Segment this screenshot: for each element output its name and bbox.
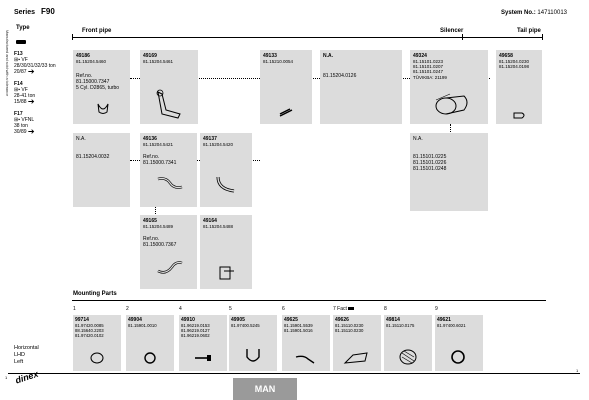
part-code: 49904 xyxy=(128,317,142,323)
variant-engine: VF xyxy=(21,86,28,93)
engine-icon: ⊞▪ xyxy=(14,116,20,123)
system-label: System No.: xyxy=(501,10,536,16)
part-number: 81.15204.5461 xyxy=(143,59,174,64)
part-number: 81.15204.5488 xyxy=(203,224,234,229)
bolt-icon xyxy=(193,353,213,363)
part-card[interactable] xyxy=(140,133,197,207)
part-number: 81.15204.0230 81.15204.0198 xyxy=(499,59,530,70)
part-number: 81.15204.0032 xyxy=(76,154,110,160)
variant-f13 xyxy=(14,52,72,76)
ref-number: 81.15000.7341 xyxy=(143,160,177,166)
part-code: 49164 xyxy=(203,218,217,224)
mounting-item[interactable] xyxy=(384,306,432,328)
page-number-right: 1 xyxy=(576,368,579,373)
ref-number: 81.15000.7347 xyxy=(76,79,110,85)
part-number: 81.15210.0054 xyxy=(263,59,294,64)
part-code: N.A. xyxy=(323,53,333,59)
variant-engine: VF xyxy=(21,56,28,63)
part-number: 81.15901.5539 81.15901.5016 xyxy=(284,323,313,333)
item-position: 6 xyxy=(282,306,285,312)
part-number: 81.15101.0225 xyxy=(413,154,447,160)
item-position: 9 xyxy=(435,306,438,312)
section-divider xyxy=(72,37,542,38)
silencer-icon xyxy=(432,90,472,120)
variant-code: F13 xyxy=(14,51,23,57)
variant-engine: VFNL xyxy=(21,116,35,123)
item-position-text: 7 Fact xyxy=(333,306,347,312)
variant-code: F17 xyxy=(14,111,23,117)
side-caption-text: Manufactured and sold with a tolerance xyxy=(5,30,9,97)
make-text: MAN xyxy=(254,384,276,394)
gasket-icon xyxy=(89,351,105,365)
part-code: 49165 xyxy=(143,218,157,224)
engine-icon: ⊞▪ xyxy=(14,56,20,63)
part-code: 49814 xyxy=(386,317,400,323)
part-number: 81.15901.0010 xyxy=(128,323,157,328)
bent-pipe-icon xyxy=(156,173,186,193)
part-card[interactable] xyxy=(410,50,488,124)
part-code: 49137 xyxy=(203,136,217,142)
variant-f17 xyxy=(14,112,72,136)
part-number: 81.15204.5421 xyxy=(143,142,174,147)
section-front-pipe: Front pipe xyxy=(82,28,112,34)
part-code: 49169 xyxy=(143,53,157,59)
dinex-logo: dinex xyxy=(14,368,40,386)
pipe-section-icon xyxy=(278,108,294,118)
part-card[interactable] xyxy=(410,133,488,211)
part-number: 81.15204.0126 xyxy=(323,73,357,79)
mounting-item[interactable] xyxy=(229,306,277,328)
variant-detail: 38 ton xyxy=(14,122,28,129)
variant-date: 30/89 xyxy=(14,129,27,136)
part-number: 81.15204.5489 xyxy=(143,224,174,229)
flex-joint-icon xyxy=(398,347,418,367)
bracket-icon xyxy=(343,349,371,367)
part-code: 49905 xyxy=(231,317,245,323)
series-label xyxy=(14,8,55,17)
part-card[interactable] xyxy=(140,215,197,289)
tick xyxy=(72,34,73,40)
part-card[interactable] xyxy=(200,215,252,289)
tick xyxy=(542,34,543,40)
arrow-right-icon: ➔ xyxy=(27,127,35,137)
part-number: 81.96219.0153 81.96219.0127 81.96219.0602 xyxy=(181,323,210,338)
mounting-parts-title: Mounting Parts xyxy=(73,291,117,297)
truck-icon xyxy=(348,307,354,310)
section-silencer: Silencer xyxy=(440,28,464,34)
part-number: 81.15110.0230 81.15110.0230 xyxy=(335,323,364,333)
part-card[interactable] xyxy=(260,50,312,124)
orientation-line: Left xyxy=(14,359,24,365)
item-position: 4 xyxy=(179,306,182,312)
ref-label: Ref.no. xyxy=(76,73,93,79)
bent-pipe-icon xyxy=(156,257,186,279)
series-label-text: Series xyxy=(14,9,36,16)
elbow-pipe-icon xyxy=(214,173,240,195)
mounting-item[interactable] xyxy=(282,306,330,333)
tick xyxy=(462,34,463,40)
part-number: 81.15101.0226 xyxy=(413,160,447,166)
part-code: 49136 xyxy=(143,136,157,142)
mounting-item[interactable] xyxy=(126,306,174,328)
system-value: 147110013 xyxy=(537,10,567,16)
part-code: 49626 xyxy=(335,317,349,323)
item-position: 5 xyxy=(229,306,232,312)
part-number: 81.15204.5460 xyxy=(76,59,107,64)
u-clamp-icon xyxy=(243,347,263,367)
part-card[interactable] xyxy=(140,50,198,124)
part-code: 49658 xyxy=(499,53,513,59)
orientation-info xyxy=(14,345,39,366)
mounting-item[interactable] xyxy=(333,306,381,333)
part-number: 81.15204.5420 xyxy=(203,142,234,147)
arrow-right-icon: ➔ xyxy=(27,97,35,107)
variant-code: F14 xyxy=(14,81,23,87)
part-number: 81.97400.6021 xyxy=(437,323,466,328)
part-card[interactable] xyxy=(200,133,252,207)
part-code: 99714 xyxy=(75,317,89,323)
mounting-item[interactable] xyxy=(73,306,121,338)
ring-icon xyxy=(449,349,467,365)
variant-f14 xyxy=(14,82,72,106)
part-code: N.A. xyxy=(76,136,86,142)
part-card[interactable] xyxy=(73,133,130,207)
engine-icon: ⊞▪ xyxy=(14,86,20,93)
ref-label: Ref.no. xyxy=(143,236,160,242)
mounting-item[interactable] xyxy=(435,306,483,328)
part-code: 49910 xyxy=(181,317,195,323)
variant-date: 20/87 xyxy=(14,69,27,76)
engine-note: 5 Cyl. D2865, turbo xyxy=(76,85,120,91)
footer-divider xyxy=(8,373,580,374)
item-position xyxy=(333,307,381,312)
clamp-icon xyxy=(95,102,111,116)
series-value: F90 xyxy=(40,7,55,16)
part-number: 81.97400.5245 xyxy=(231,323,260,328)
item-position: 2 xyxy=(126,306,129,312)
part-number: 81.15101.0248 xyxy=(413,166,447,172)
part-code: 49324 xyxy=(413,53,427,59)
hanger-icon xyxy=(294,353,316,365)
section-tail-pipe: Tail pipe xyxy=(517,28,541,34)
part-code: 49186 xyxy=(76,53,90,59)
arrow-right-icon: ➔ xyxy=(27,67,35,77)
ref-number: 81.15000.7367 xyxy=(143,242,177,248)
system-number xyxy=(501,10,567,17)
part-number: 81.15101.0223 81.15101.0207 81.15101.0247 TÜVIKBA: 21199 xyxy=(413,59,447,80)
side-caption xyxy=(3,30,9,240)
truck-icon xyxy=(16,40,26,44)
part-code: N.A. xyxy=(413,136,423,142)
bracket-icon xyxy=(216,263,238,283)
orientation-line: Horizontal xyxy=(14,345,39,351)
part-card[interactable] xyxy=(320,50,402,124)
item-position: 1 xyxy=(73,306,76,312)
orientation-line: LHD xyxy=(14,352,26,358)
variant-detail: 28/30/31/32/33 ton xyxy=(14,62,56,69)
part-number: 81.15110.0175 xyxy=(386,323,415,328)
part-code: 49621 xyxy=(437,317,451,323)
mounting-divider xyxy=(72,300,546,301)
part-card[interactable] xyxy=(496,50,542,124)
tail-pipe-icon xyxy=(512,110,528,120)
ref-label: Ref.no. xyxy=(143,154,160,160)
front-pipe-icon xyxy=(152,88,186,120)
variant-date: 15/88 xyxy=(14,99,27,106)
page-number-left: 1 xyxy=(5,375,8,380)
type-label: Type xyxy=(16,25,30,31)
item-position: 8 xyxy=(384,306,387,312)
part-card[interactable] xyxy=(73,50,130,124)
part-code: 49625 xyxy=(284,317,298,323)
ring-icon xyxy=(142,351,158,365)
make-badge xyxy=(233,378,297,400)
mounting-item[interactable] xyxy=(179,306,227,338)
part-code: 49133 xyxy=(263,53,277,59)
part-number: 81.97420.0085 88.15640.2203 81.97420.0102 xyxy=(75,323,104,338)
variant-detail: 28-41 ton xyxy=(14,92,36,99)
